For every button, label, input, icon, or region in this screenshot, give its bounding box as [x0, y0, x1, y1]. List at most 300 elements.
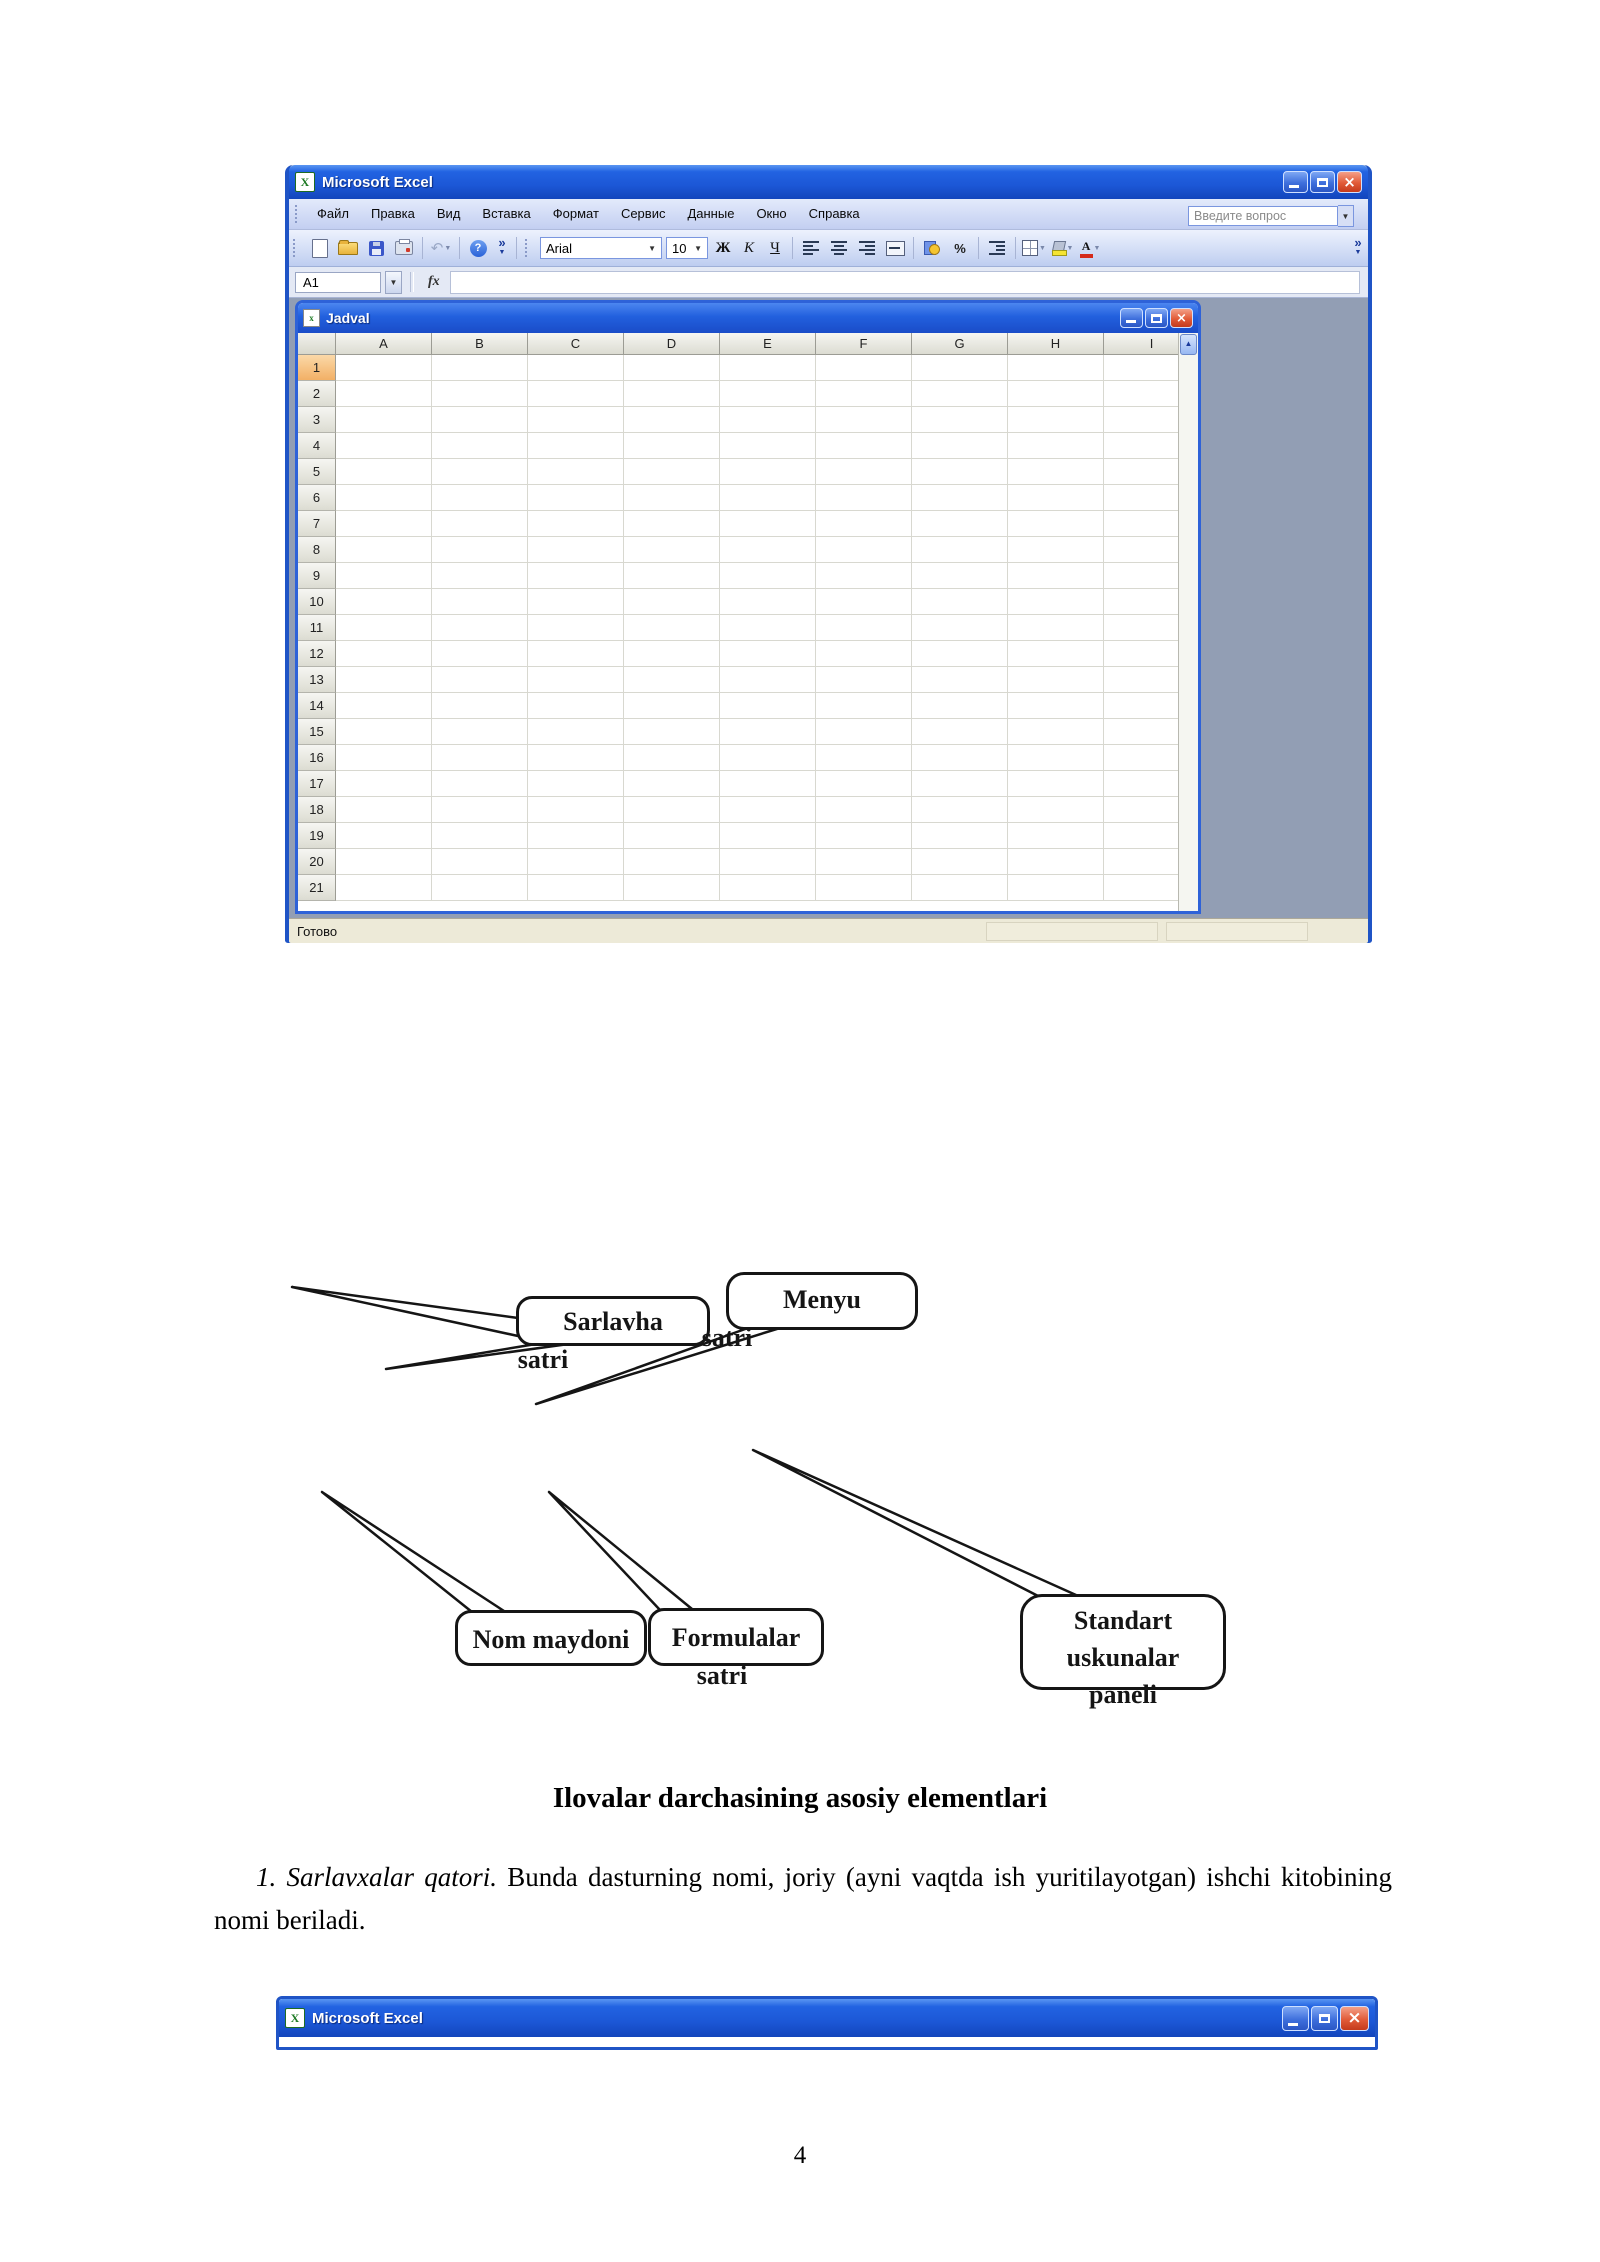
menu-item[interactable]: Вид [436, 206, 461, 221]
sheet-cell[interactable] [816, 459, 912, 485]
merge-center-button[interactable] [883, 236, 907, 260]
sheet-cell[interactable] [336, 511, 432, 537]
excel-app-icon[interactable]: X [295, 172, 315, 192]
window-title: Microsoft Excel [312, 2009, 423, 2027]
sheet-cell[interactable] [1008, 771, 1104, 797]
sheet-cell[interactable] [816, 797, 912, 823]
font-name-combo[interactable]: Arial ▼ [540, 237, 662, 259]
workbook-window [295, 300, 1201, 914]
row-header[interactable]: 18 [298, 797, 336, 823]
sheet-cell[interactable] [528, 355, 624, 381]
align-center-button[interactable] [827, 236, 851, 260]
sheet-cell[interactable] [624, 693, 720, 719]
sheet-cell[interactable] [432, 485, 528, 511]
sheet-cell[interactable] [624, 849, 720, 875]
sheet-row [298, 537, 1198, 563]
sheet-cell[interactable] [816, 589, 912, 615]
sheet-cell[interactable] [720, 381, 816, 407]
column-header[interactable]: B [432, 333, 528, 355]
sheet-row [298, 485, 1198, 511]
sheet-cell[interactable] [432, 563, 528, 589]
sheet-cell[interactable] [528, 641, 624, 667]
sheet-cell[interactable] [528, 615, 624, 641]
sheet-cell[interactable] [720, 849, 816, 875]
percent-format-button[interactable]: % [954, 240, 966, 256]
name-box-dropdown[interactable]: ▼ [385, 271, 402, 294]
sheet-cell[interactable] [624, 589, 720, 615]
sheet-cell[interactable] [528, 875, 624, 901]
sheet-cell[interactable] [912, 433, 1008, 459]
workbook-icon[interactable]: x [303, 309, 320, 327]
type-question-input[interactable]: Введите вопрос [1188, 206, 1338, 226]
column-header[interactable]: H [1008, 333, 1104, 355]
sheet-cell[interactable] [432, 849, 528, 875]
indent-button[interactable] [985, 236, 1009, 260]
sheet-cell[interactable] [1008, 563, 1104, 589]
row-header[interactable]: 9 [298, 563, 336, 589]
sheet-row [298, 693, 1198, 719]
workspace [289, 298, 1368, 918]
sheet-cell[interactable] [1008, 511, 1104, 537]
sheet-cell[interactable] [912, 797, 1008, 823]
toolbar-separator [978, 237, 979, 259]
sheet-cell[interactable] [912, 875, 1008, 901]
workbook-minimize-button[interactable] [1120, 308, 1143, 328]
undo-dropdown-icon: ▼ [444, 244, 452, 252]
indent-icon [989, 241, 1005, 255]
sheet-cell[interactable] [528, 537, 624, 563]
help-button[interactable] [466, 236, 490, 260]
sheet-row [298, 823, 1198, 849]
menu-item[interactable]: Справка [808, 206, 860, 221]
close-button[interactable]: × [1340, 2006, 1369, 2031]
sheet-cell[interactable] [720, 693, 816, 719]
sheet-cell[interactable] [336, 771, 432, 797]
excel-titlebar-figure [276, 1996, 1378, 2050]
select-all-corner[interactable] [298, 333, 336, 355]
sheet-cell[interactable] [336, 433, 432, 459]
sheet-cell[interactable] [528, 381, 624, 407]
maximize-button[interactable] [1310, 171, 1335, 193]
workbook-maximize-button[interactable] [1145, 308, 1168, 328]
sheet-cell[interactable] [528, 433, 624, 459]
undo-button[interactable] [429, 236, 453, 260]
toolbar-options-chevron[interactable]: » ▼ [498, 235, 506, 256]
sheet-cell[interactable] [816, 693, 912, 719]
row-header[interactable]: 5 [298, 459, 336, 485]
sheet-cell[interactable] [432, 745, 528, 771]
sheet-cell[interactable] [1008, 745, 1104, 771]
row-header[interactable]: 20 [298, 849, 336, 875]
sheet-cell[interactable] [624, 485, 720, 511]
sheet-cell[interactable] [1008, 875, 1104, 901]
sheet-cell[interactable] [336, 693, 432, 719]
column-header[interactable]: C [528, 333, 624, 355]
menu-item[interactable]: Данные [687, 206, 735, 221]
sheet-cell[interactable] [1008, 407, 1104, 433]
column-header[interactable]: E [720, 333, 816, 355]
row-header[interactable]: 3 [298, 407, 336, 433]
sheet-cell[interactable] [1008, 537, 1104, 563]
menu-item[interactable]: Файл [317, 206, 349, 221]
sheet-cell[interactable] [624, 407, 720, 433]
underline-button[interactable]: Ч [770, 239, 780, 256]
sheet-row [298, 433, 1198, 459]
row-header[interactable]: 8 [298, 537, 336, 563]
sheet-cell[interactable] [432, 693, 528, 719]
excel-titlebar [279, 1999, 1375, 2037]
row-header[interactable]: 15 [298, 719, 336, 745]
paragraph-body: Bunda dasturning nomi, joriy (ayni vaqtda ish yuritilayotgan) ishchi kitobining nomi beriladi. [214, 1862, 1393, 1935]
sheet-cell[interactable] [336, 589, 432, 615]
workbook-close-button[interactable]: × [1170, 308, 1193, 328]
sheet-cell[interactable] [432, 719, 528, 745]
sheet-cell[interactable] [1008, 589, 1104, 615]
chevron-down-icon: ▼ [648, 243, 656, 253]
minimize-button[interactable] [1283, 171, 1308, 193]
sheet-cell[interactable] [432, 823, 528, 849]
minimize-button[interactable] [1282, 2006, 1309, 2031]
sheet-cell[interactable] [720, 745, 816, 771]
sheet-cell[interactable] [1008, 693, 1104, 719]
sheet-cell[interactable] [432, 381, 528, 407]
column-header[interactable]: F [816, 333, 912, 355]
sheet-cell[interactable] [624, 641, 720, 667]
column-header[interactable]: A [336, 333, 432, 355]
row-header[interactable]: 10 [298, 589, 336, 615]
sheet-cell[interactable] [624, 719, 720, 745]
row-header[interactable]: 12 [298, 641, 336, 667]
sheet-cell[interactable] [336, 485, 432, 511]
sheet-cell[interactable] [912, 615, 1008, 641]
sheet-cell[interactable] [1008, 459, 1104, 485]
sheet-row [298, 563, 1198, 589]
toolbar-options-chevron[interactable]: » ▼ [1354, 235, 1362, 256]
workbook-title: Jadval [326, 310, 370, 326]
sheet-cell[interactable] [720, 355, 816, 381]
menu-item[interactable]: Сервис [620, 206, 666, 221]
sheet-cell[interactable] [624, 797, 720, 823]
row-header[interactable]: 1 [298, 355, 336, 381]
sheet-cell[interactable] [528, 459, 624, 485]
sheet-cell[interactable] [624, 381, 720, 407]
row-header[interactable]: 2 [298, 381, 336, 407]
sheet-cell[interactable] [528, 771, 624, 797]
sheet-cell[interactable] [912, 381, 1008, 407]
sheet-cell[interactable] [1008, 485, 1104, 511]
vertical-scrollbar[interactable] [1178, 333, 1198, 911]
fill-color-icon [1051, 241, 1066, 256]
row-header[interactable]: 6 [298, 485, 336, 511]
sheet-cell[interactable] [624, 511, 720, 537]
maximize-button[interactable] [1311, 2006, 1338, 2031]
scroll-up-button[interactable]: ▲ [1180, 334, 1197, 355]
sheet-cell[interactable] [912, 823, 1008, 849]
print-button[interactable] [392, 236, 416, 260]
sheet-cell[interactable] [528, 719, 624, 745]
sheet-cell[interactable] [528, 485, 624, 511]
sheet-cell[interactable] [528, 407, 624, 433]
column-header[interactable]: I [1104, 333, 1198, 355]
toolbar-separator [792, 237, 793, 259]
sheet-cell[interactable] [336, 459, 432, 485]
undo-icon: ↶ [430, 240, 444, 257]
sheet-cell[interactable] [720, 771, 816, 797]
row-header[interactable]: 13 [298, 667, 336, 693]
font-size-combo[interactable]: 10 ▼ [666, 237, 708, 259]
row-header[interactable]: 21 [298, 875, 336, 901]
chevron-down-icon: ▼ [1066, 244, 1074, 252]
sheet-cell[interactable] [624, 745, 720, 771]
row-header[interactable]: 19 [298, 823, 336, 849]
sheet-cell[interactable] [1008, 641, 1104, 667]
sheet-cell[interactable] [1008, 823, 1104, 849]
toolbar-grip [293, 239, 298, 257]
sheet-cell[interactable] [336, 537, 432, 563]
menu-item[interactable]: Формат [552, 206, 599, 221]
sheet-row [298, 771, 1198, 797]
bold-button[interactable]: Ж [715, 239, 731, 256]
row-header[interactable]: 16 [298, 745, 336, 771]
sheet-cell[interactable] [912, 667, 1008, 693]
sheet-cell[interactable] [624, 875, 720, 901]
sheet-cell[interactable] [816, 641, 912, 667]
sheet-cell[interactable] [720, 485, 816, 511]
borders-icon [1022, 240, 1038, 256]
sheet-cell[interactable] [1008, 381, 1104, 407]
sheet-cell[interactable] [912, 407, 1008, 433]
sheet-cell[interactable] [1008, 615, 1104, 641]
sheet-cell[interactable] [912, 641, 1008, 667]
sheet-cell[interactable] [816, 485, 912, 511]
row-header[interactable]: 11 [298, 615, 336, 641]
sheet-cell[interactable] [912, 563, 1008, 589]
sheet-cell[interactable] [528, 693, 624, 719]
sheet-cell[interactable] [528, 797, 624, 823]
sheet-cell[interactable] [528, 589, 624, 615]
sheet-cell[interactable] [720, 797, 816, 823]
sheet-cell[interactable] [624, 537, 720, 563]
sheet-row [298, 407, 1198, 433]
sheet-cell[interactable] [336, 849, 432, 875]
sheet-row [298, 355, 1198, 381]
sheet-cell[interactable] [720, 615, 816, 641]
name-box[interactable]: A1 [295, 272, 381, 293]
currency-format-button[interactable] [920, 236, 944, 260]
sheet-cell[interactable] [336, 875, 432, 901]
sheet-cell[interactable] [816, 511, 912, 537]
formula-input[interactable] [450, 271, 1360, 294]
sheet-cell[interactable] [912, 693, 1008, 719]
menu-item[interactable]: Окно [756, 206, 787, 221]
sheet-cell[interactable] [336, 641, 432, 667]
sheet-cell[interactable] [624, 433, 720, 459]
sheet-cell[interactable] [1008, 849, 1104, 875]
sheet-cell[interactable] [816, 537, 912, 563]
sheet-cell[interactable] [816, 849, 912, 875]
sheet-cell[interactable] [624, 459, 720, 485]
sheet-cell[interactable] [336, 797, 432, 823]
sheet-cell[interactable] [624, 667, 720, 693]
sheet-cell[interactable] [432, 407, 528, 433]
sheet-cell[interactable] [720, 641, 816, 667]
sheet-cell[interactable] [720, 823, 816, 849]
sheet-cell[interactable] [720, 511, 816, 537]
sheet-cell[interactable] [720, 589, 816, 615]
sheet-cell[interactable] [336, 823, 432, 849]
sheet-cell[interactable] [528, 823, 624, 849]
sheet-cell[interactable] [816, 875, 912, 901]
excel-app-icon[interactable]: X [285, 2008, 305, 2028]
sheet-cell[interactable] [912, 355, 1008, 381]
sheet-cell[interactable] [912, 459, 1008, 485]
sheet-cell[interactable] [528, 667, 624, 693]
sheet-cell[interactable] [528, 511, 624, 537]
callout-formula-bar: Formulalar satri [648, 1608, 824, 1666]
fill-color-button[interactable] [1050, 236, 1074, 260]
align-right-icon [859, 241, 875, 255]
sheet-cell[interactable] [432, 537, 528, 563]
sheet-cell[interactable] [432, 615, 528, 641]
sheet-cell[interactable] [1008, 667, 1104, 693]
callout-tail [549, 1492, 692, 1610]
sheet-cell[interactable] [816, 615, 912, 641]
save-button[interactable] [364, 236, 388, 260]
row-header[interactable]: 4 [298, 433, 336, 459]
sheet-cell[interactable] [624, 563, 720, 589]
sheet-cell[interactable] [336, 719, 432, 745]
merge-center-icon [886, 241, 905, 256]
sheet-cell[interactable] [432, 797, 528, 823]
column-header[interactable]: D [624, 333, 720, 355]
spreadsheet-grid [298, 333, 1198, 911]
sheet-cell[interactable] [912, 849, 1008, 875]
insert-function-button[interactable]: fx [428, 274, 440, 289]
italic-button[interactable]: К [744, 239, 754, 256]
window-title: Microsoft Excel [322, 173, 433, 191]
sheet-row [298, 797, 1198, 823]
sheet-cell[interactable] [432, 641, 528, 667]
sheet-cell[interactable] [336, 745, 432, 771]
row-header[interactable]: 14 [298, 693, 336, 719]
sheet-cell[interactable] [720, 407, 816, 433]
sheet-cell[interactable] [912, 511, 1008, 537]
open-button[interactable] [336, 236, 360, 260]
sheet-row [298, 745, 1198, 771]
sheet-cell[interactable] [720, 719, 816, 745]
sheet-cell[interactable] [816, 381, 912, 407]
sheet-cell[interactable] [912, 485, 1008, 511]
sheet-cell[interactable] [912, 745, 1008, 771]
borders-button[interactable] [1022, 236, 1046, 260]
sheet-cell[interactable] [816, 355, 912, 381]
sheet-cell[interactable] [1008, 355, 1104, 381]
callout-menu-bar: Menyu satri [726, 1272, 918, 1330]
sheet-cell[interactable] [624, 771, 720, 797]
sheet-cell[interactable] [816, 563, 912, 589]
sheet-cell[interactable] [432, 589, 528, 615]
sheet-cell[interactable] [336, 355, 432, 381]
sheet-cell[interactable] [336, 615, 432, 641]
sheet-cell[interactable] [1008, 433, 1104, 459]
help-icon: ? [470, 240, 487, 257]
sheet-cell[interactable] [816, 745, 912, 771]
status-pane [986, 922, 1158, 941]
font-color-button[interactable] [1078, 236, 1102, 260]
sheet-cell[interactable] [624, 355, 720, 381]
status-text: Готово [297, 923, 338, 939]
sheet-row [298, 459, 1198, 485]
align-left-button[interactable] [799, 236, 823, 260]
sheet-cell[interactable] [624, 823, 720, 849]
row-header[interactable]: 7 [298, 511, 336, 537]
toolbar-separator [422, 237, 423, 259]
menu-item[interactable]: Вставка [482, 206, 531, 221]
sheet-cell[interactable] [528, 745, 624, 771]
column-header[interactable]: G [912, 333, 1008, 355]
question-dropdown-icon[interactable]: ▼ [1338, 205, 1354, 227]
sheet-cell[interactable] [816, 407, 912, 433]
sheet-cell[interactable] [720, 537, 816, 563]
excel-window [285, 165, 1372, 943]
sheet-cell[interactable] [912, 589, 1008, 615]
sheet-cell[interactable] [912, 537, 1008, 563]
sheet-cell[interactable] [720, 875, 816, 901]
excel-titlebar [289, 165, 1368, 199]
align-right-button[interactable] [855, 236, 879, 260]
sheet-cell[interactable] [1008, 719, 1104, 745]
sheet-cell[interactable] [432, 433, 528, 459]
sheet-cell[interactable] [720, 563, 816, 589]
sheet-cell[interactable] [816, 771, 912, 797]
sheet-cell[interactable] [336, 667, 432, 693]
workbook-titlebar [298, 303, 1198, 333]
sheet-cell[interactable] [432, 771, 528, 797]
sheet-cell[interactable] [432, 667, 528, 693]
sheet-cell[interactable] [432, 459, 528, 485]
sheet-cell[interactable] [912, 719, 1008, 745]
sheet-cell[interactable] [912, 771, 1008, 797]
sheet-cell[interactable] [720, 667, 816, 693]
page-number: 4 [793, 2142, 807, 2169]
menu-item[interactable]: Правка [370, 206, 415, 221]
sheet-row [298, 719, 1198, 745]
close-button[interactable]: × [1337, 171, 1362, 193]
row-header[interactable]: 17 [298, 771, 336, 797]
sheet-cell[interactable] [816, 719, 912, 745]
sheet-cell[interactable] [432, 511, 528, 537]
toolbar-separator [913, 237, 914, 259]
sheet-cell[interactable] [720, 433, 816, 459]
sheet-cell[interactable] [816, 823, 912, 849]
sheet-cell[interactable] [816, 433, 912, 459]
sheet-cell[interactable] [432, 875, 528, 901]
sheet-cell[interactable] [432, 355, 528, 381]
sheet-cell[interactable] [624, 615, 720, 641]
sheet-cell[interactable] [528, 849, 624, 875]
new-document-button[interactable] [308, 236, 332, 260]
sheet-cell[interactable] [336, 381, 432, 407]
callout-tail [322, 1492, 504, 1612]
sheet-cell[interactable] [720, 459, 816, 485]
sheet-cell[interactable] [816, 667, 912, 693]
sheet-cell[interactable] [336, 563, 432, 589]
toolbar-separator [1015, 237, 1016, 259]
sheet-cell[interactable] [336, 407, 432, 433]
align-center-icon [831, 241, 847, 255]
sheet-cell[interactable] [1008, 797, 1104, 823]
sheet-cell[interactable] [528, 563, 624, 589]
